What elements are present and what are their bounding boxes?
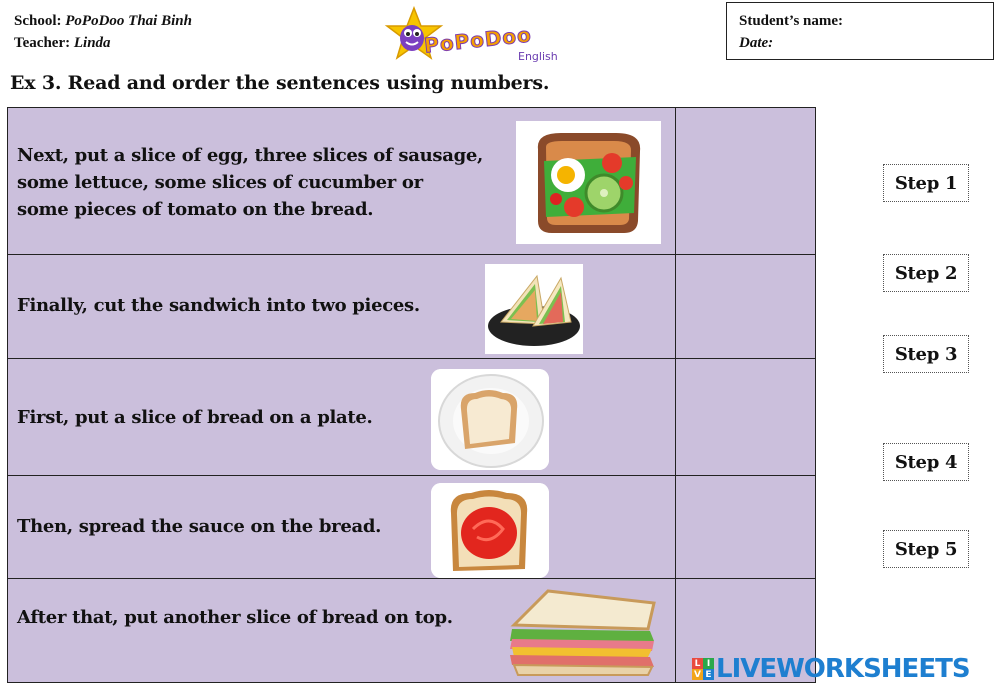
exercise-title: Ex 3. Read and order the sentences using numbers.	[10, 72, 550, 94]
popodoo-logo	[384, 6, 564, 66]
sentence-cell	[8, 579, 676, 682]
sandwich-toppings-image	[516, 121, 661, 244]
answer-cell[interactable]	[676, 255, 815, 358]
table-row	[8, 359, 815, 476]
badge-letter: L	[692, 658, 703, 669]
sentence-cell	[8, 476, 676, 578]
school-label: School:	[14, 13, 62, 29]
finished-sandwich-image	[508, 585, 663, 677]
answer-cell[interactable]	[676, 359, 815, 475]
table-row	[8, 476, 815, 579]
teacher-value: Linda	[73, 35, 111, 51]
table-row	[8, 108, 815, 255]
student-info-box	[726, 2, 994, 60]
sentence-text: Next, put a slice of egg, three slices of sausage, some lettuce, some slices of cucumber or some pieces of tomato on the bread.	[17, 145, 484, 220]
badge-letter: V	[692, 669, 703, 680]
sentence-text: Finally, cut the sandwich into two pieces.	[17, 295, 420, 316]
sentence-text: First, put a slice of bread on a plate.	[17, 407, 373, 428]
step-3-tile[interactable]: Step 3	[883, 335, 969, 373]
table-row	[8, 255, 815, 359]
liveworksheets-watermark	[692, 654, 970, 684]
teacher-label: Teacher:	[14, 35, 71, 51]
student-name-label: Student’s name:	[739, 13, 844, 29]
sentence-cell	[8, 359, 676, 475]
bread-on-plate-image	[431, 369, 549, 470]
school-value: PoPoDoo Thai Binh	[65, 13, 192, 29]
watermark-text: LIVEWORKSHEETS	[716, 654, 970, 684]
bread-with-sauce-image	[431, 483, 549, 578]
sentence-text: After that, put another slice of bread on top.	[17, 607, 453, 628]
liveworksheets-badge-icon	[692, 658, 714, 680]
step-4-tile[interactable]: Step 4	[883, 443, 969, 481]
school-info	[14, 10, 192, 54]
cut-sandwich-image	[485, 264, 583, 354]
answer-cell[interactable]	[676, 108, 815, 254]
step-1-tile[interactable]: Step 1	[883, 164, 969, 202]
ordering-table	[7, 107, 816, 683]
logo-text: PoPoDoo	[423, 22, 533, 58]
answer-cell[interactable]	[676, 476, 815, 578]
logo-subtext: English	[518, 50, 558, 63]
step-5-tile[interactable]: Step 5	[883, 530, 969, 568]
step-2-tile[interactable]: Step 2	[883, 254, 969, 292]
badge-letter: E	[703, 669, 714, 680]
sentence-text: Then, spread the sauce on the bread.	[17, 516, 382, 537]
badge-letter: I	[703, 658, 714, 669]
sentence-cell	[8, 255, 676, 358]
sentence-cell	[8, 108, 676, 254]
date-label: Date:	[739, 35, 774, 51]
